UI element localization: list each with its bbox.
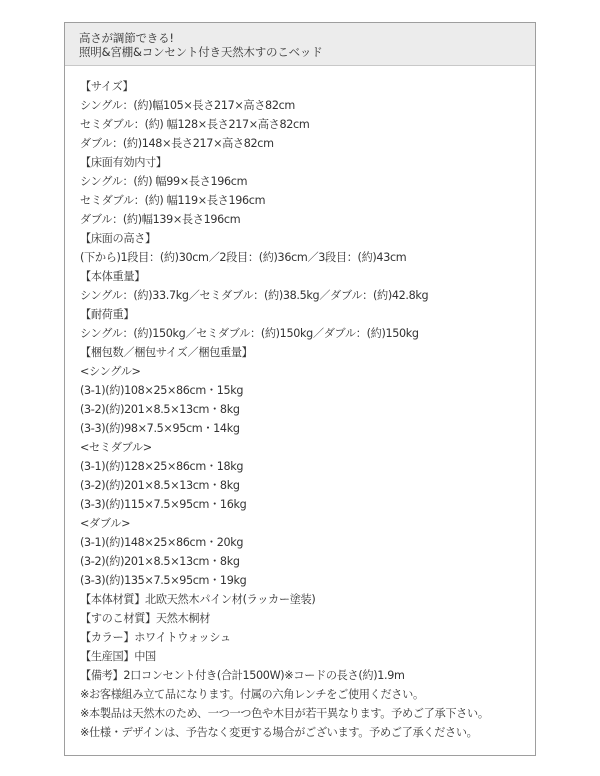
spec-line: (3-2)(約)201×8.5×13cm・8kg xyxy=(80,555,240,568)
spec-line: セミダブル：(約) 幅119×長さ196cm xyxy=(80,194,266,207)
spec-line: 【梱包数／梱包サイズ／梱包重量】 xyxy=(80,346,253,359)
spec-line: 【床面有効内寸】 xyxy=(80,156,167,169)
spec-line: 【生産国】中国 xyxy=(80,650,156,663)
header-product-name: 照明&宮棚&コンセント付き天然木すのこベッド xyxy=(79,45,323,59)
spec-line: (3-3)(約)115×7.5×95cm・16kg xyxy=(80,498,247,511)
spec-line: 【すのこ材質】天然木桐材 xyxy=(80,612,211,625)
spec-line: <セミダブル> xyxy=(80,441,152,454)
spec-line: ダブル：(約)幅139×長さ196cm xyxy=(80,213,241,226)
spec-line: (3-1)(約)108×25×86cm・15kg xyxy=(80,384,244,397)
spec-line: 【床面の高さ】 xyxy=(80,232,156,245)
spec-line: 【本体材質】北欧天然木パイン材(ラッカー塗装) xyxy=(80,593,316,606)
spec-line: (3-1)(約)128×25×86cm・18kg xyxy=(80,460,244,473)
spec-line: (下から)1段目：(約)30cm／2段目：(約)36cm／3段目：(約)43cm xyxy=(80,251,407,264)
spec-line: ダブル：(約)148×長さ217×高さ82cm xyxy=(80,137,274,150)
spec-line: シングル：(約)幅105×長さ217×高さ82cm xyxy=(80,99,295,112)
spec-line: 【サイズ】 xyxy=(80,80,134,93)
spec-line: シングル：(約)150kg／セミダブル：(約)150kg／ダブル：(約)150kg xyxy=(80,327,419,340)
spec-line: セミダブル：(約) 幅128×長さ217×高さ82cm xyxy=(80,118,310,131)
spec-line: ※お客様組み立て品になります。付属の六角レンチをご使用ください。 xyxy=(80,688,424,701)
spec-line: 【カラー】ホワイトウォッシュ xyxy=(80,631,231,644)
spec-line: <シングル> xyxy=(80,365,141,378)
spec-line: (3-2)(約)201×8.5×13cm・8kg xyxy=(80,479,240,492)
spec-line: 【本体重量】 xyxy=(80,270,146,283)
header-tagline: 高さが調節できる! xyxy=(79,31,174,45)
spec-line: シングル：(約) 幅99×長さ196cm xyxy=(80,175,248,188)
spec-line: (3-3)(約)98×7.5×95cm・14kg xyxy=(80,422,240,435)
spec-line: (3-3)(約)135×7.5×95cm・19kg xyxy=(80,574,247,587)
spec-line: シングル：(約)33.7kg／セミダブル：(約)38.5kg／ダブル：(約)42.8kg xyxy=(80,289,429,302)
spec-header xyxy=(65,23,535,66)
spec-line: 【備考】2口コンセント付き(合計1500W)※コードの長さ(約)1.9m xyxy=(80,669,405,682)
spec-list xyxy=(65,66,535,742)
spec-line: <ダブル> xyxy=(80,517,131,530)
spec-box xyxy=(64,22,536,756)
spec-line: 【耐荷重】 xyxy=(80,308,135,321)
spec-line: ※仕様・デザインは、予告なく変更する場合がございます。予めご了承ください。 xyxy=(80,726,478,739)
spec-line: ※本製品は天然木のため、一つ一つ色や木目が若干異なります。予めご了承下さい。 xyxy=(80,707,489,720)
spec-line: (3-2)(約)201×8.5×13cm・8kg xyxy=(80,403,240,416)
spec-line: (3-1)(約)148×25×86cm・20kg xyxy=(80,536,244,549)
